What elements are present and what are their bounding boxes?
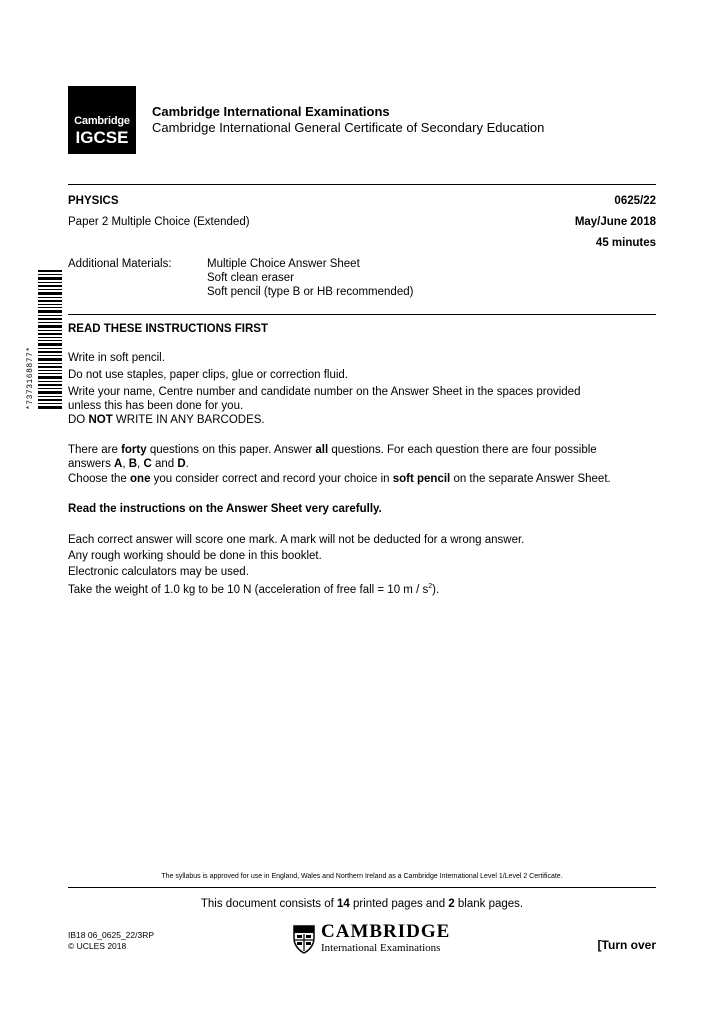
barcode-number: *7373168877* bbox=[26, 346, 35, 410]
emphasis: 14 bbox=[337, 898, 350, 910]
read-instructions: Read the instructions on the Answer Sheet very carefully. bbox=[68, 503, 382, 515]
emphasis: B bbox=[128, 458, 138, 470]
text-run: DO bbox=[68, 414, 89, 426]
marking-line: Any rough working should be done in this booklet. bbox=[68, 550, 322, 562]
qualification-name: Cambridge International General Certificate of Secondary Education bbox=[152, 120, 545, 135]
logo-line-2: IGCSE bbox=[75, 128, 129, 147]
text-run: , bbox=[122, 458, 129, 470]
emphasis-not: NOT bbox=[88, 414, 113, 426]
page-count bbox=[0, 898, 724, 910]
reference-code: IB18 06_0625_22/3RP bbox=[68, 930, 155, 940]
marking-line: Each correct answer will score one mark. A mark will not be deducted for a wrong answer. bbox=[68, 534, 525, 546]
instruction-line bbox=[68, 413, 265, 427]
logo-line-1: Cambridge bbox=[74, 115, 130, 127]
instructions-heading: READ THESE INSTRUCTIONS FIRST bbox=[68, 323, 268, 335]
text-run: printed pages and bbox=[349, 898, 449, 910]
emphasis: all bbox=[315, 444, 329, 456]
emphasis: 2 bbox=[448, 898, 455, 910]
emphasis: C bbox=[143, 458, 152, 470]
material-item: Soft pencil (type B or HB recommended) bbox=[207, 286, 414, 298]
instructions-divider bbox=[68, 314, 656, 315]
igcse-logo bbox=[68, 86, 136, 154]
session: May/June 2018 bbox=[574, 216, 656, 228]
text-run: blank pages. bbox=[454, 898, 524, 910]
text-run: questions. For each question there are four possible bbox=[328, 444, 597, 456]
text-run: Take the weight of 1.0 kg to be 10 N (acceleration of free fall = 10 m / s bbox=[68, 583, 429, 596]
instruction-line: Do not use staples, paper clips, glue or correction fluid. bbox=[68, 369, 348, 381]
text-run: and bbox=[151, 458, 178, 470]
text-run: , bbox=[137, 458, 144, 470]
material-item: Multiple Choice Answer Sheet bbox=[207, 258, 360, 270]
duration: 45 minutes bbox=[595, 237, 656, 249]
answers-info bbox=[68, 457, 189, 471]
turn-over: [Turn over bbox=[597, 938, 656, 952]
weight-line bbox=[68, 580, 439, 597]
text-run: . bbox=[185, 458, 189, 470]
text-run: WRITE IN ANY BARCODES. bbox=[112, 414, 265, 426]
text-run: you consider correct and record your choice in bbox=[150, 473, 393, 485]
copyright: © UCLES 2018 bbox=[68, 941, 127, 951]
cambridge-crest-icon bbox=[292, 924, 316, 954]
cambridge-subtitle: International Examinations bbox=[321, 942, 441, 954]
cambridge-wordmark: CAMBRIDGE bbox=[321, 921, 451, 942]
instruction-line: Write your name, Centre number and candidate number on the Answer Sheet in the spaces provided bbox=[68, 386, 581, 398]
text-run: questions on this paper. Answer bbox=[146, 444, 316, 456]
instruction-line: unless this has been done for you. bbox=[68, 400, 244, 412]
emphasis: soft pencil bbox=[392, 473, 451, 485]
marking-line: Electronic calculators may be used. bbox=[68, 566, 249, 578]
emphasis: A bbox=[114, 458, 123, 470]
materials-label: Additional Materials: bbox=[68, 258, 172, 270]
subject: PHYSICS bbox=[68, 195, 119, 207]
text-run: ). bbox=[432, 583, 440, 596]
text-run: Choose the bbox=[68, 473, 131, 485]
organisation-name: Cambridge International Examinations bbox=[152, 104, 390, 119]
text-run: on the separate Answer Sheet. bbox=[450, 473, 611, 485]
document-reference bbox=[68, 930, 154, 952]
text-run: answers bbox=[68, 458, 115, 470]
top-divider bbox=[68, 184, 656, 185]
questions-info bbox=[68, 443, 597, 457]
emphasis: forty bbox=[121, 444, 147, 456]
text-run: This document consists of bbox=[200, 898, 338, 910]
paper-title: Paper 2 Multiple Choice (Extended) bbox=[68, 216, 250, 228]
paper-code: 0625/22 bbox=[614, 195, 656, 207]
text-run: There are bbox=[68, 444, 122, 456]
material-item: Soft clean eraser bbox=[207, 272, 294, 284]
syllabus-note: The syllabus is approved for use in England, Wales and Northern Ireland as a Cambridge International Level 1/Level 2 Certificate. bbox=[161, 873, 563, 880]
instruction-line: Write in soft pencil. bbox=[68, 352, 165, 364]
choose-info bbox=[68, 472, 611, 486]
emphasis: D bbox=[177, 458, 186, 470]
emphasis: one bbox=[130, 473, 151, 485]
superscript: 2 bbox=[428, 583, 433, 590]
footer-divider bbox=[68, 887, 656, 888]
